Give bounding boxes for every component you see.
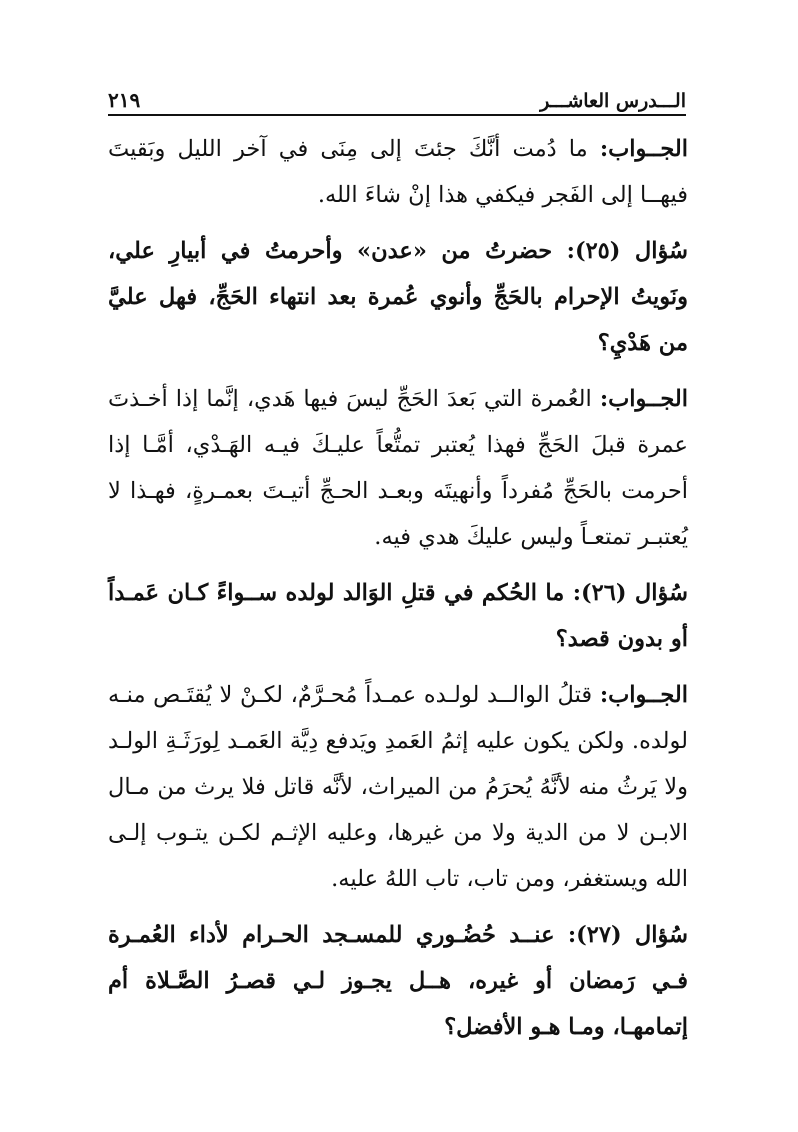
question-text: عنــد حُضُـوري للمسـجد الحـرام لأداء العُمـرة فـي رَمضان أو غيره، هــل يجـوز لـي قصـرُ الصَّـلاة أم إتمامهـا، ومـا هـو الأفضل؟ [108,922,688,1040]
page-number: ٢١٩ [108,88,141,112]
header-divider [108,114,686,116]
answer-label: الجــواب: [599,682,688,708]
page-header [108,82,686,112]
question-label: سُؤال (٢٦): [572,580,688,606]
answer-paragraph [108,126,688,218]
answer-paragraph [108,672,688,902]
answer-paragraph [108,376,688,560]
answer-label: الجــواب: [599,136,688,162]
answer-label: الجــواب: [599,386,688,412]
answer-text: العُمرة التي بَعدَ الحَجِّ ليسَ فيها هَدي، إنَّما إذا أخـذتَ عمرة قبلَ الحَجِّ فهذا يُعتبر تمتُّعاً عليـكَ فيـه الهَـدْي، أمَّـا إذا أحرمت بالحَجِّ مُفرداً وأنهيتَه وبعـد الحـجِّ أتيـتَ بعمـرةٍ، فهـذا لا يُعتبـر تمتعـاً وليس عليكَ هدي فيه. [108,386,688,550]
question-paragraph-27 [108,912,688,1050]
question-label: سُؤال (٢٥): [566,238,688,264]
question-text: ما الحُكم في قتلِ الوَالد لولده ســواءً كـان عَمـداً أو بدون قصد؟ [108,580,688,652]
question-text: حضرتُ من «عدن» وأحرمتُ في أبيارِ علي، ونَويتُ الإحرام بالحَجِّ وأنوي عُمرة بعد انتهاء الحَجِّ، فهل عليَّ من هَدْيِ؟ [108,238,688,356]
lesson-title: الـــدرس العاشـــر [540,90,686,112]
question-paragraph-26 [108,570,688,662]
question-paragraph-25 [108,228,688,366]
page-body [108,126,688,1050]
question-label: سُؤال (٢٧): [567,922,688,948]
answer-text: ما دُمت أنَّكَ جئتَ إلى مِنَى في آخر الليل وبَقيتَ فيهــا إلى الفَجر فيكفي هذا إنْ شاءَ الله. [108,136,688,208]
answer-text: قتلُ الوالــد لولـده عمـداً مُحـرَّمٌ، لكـنْ لا يُقتَـص منـه لولده. ولكن يكون عليه إثمُ العَمدِ ويَدفع دِيَّة العَمـد لِورَثَـةِ الولـد ولا يَرثُ منه لأنَّهُ يُحرَمُ من الميراث، لأنَّه قاتل فلا يرث من مـال الابـن لا من الدية ولا من غيرها، وعليه الإثـم لكـن يتـوب إلـى الله ويستغفر، ومن تاب، تاب اللهُ عليه. [108,682,688,892]
